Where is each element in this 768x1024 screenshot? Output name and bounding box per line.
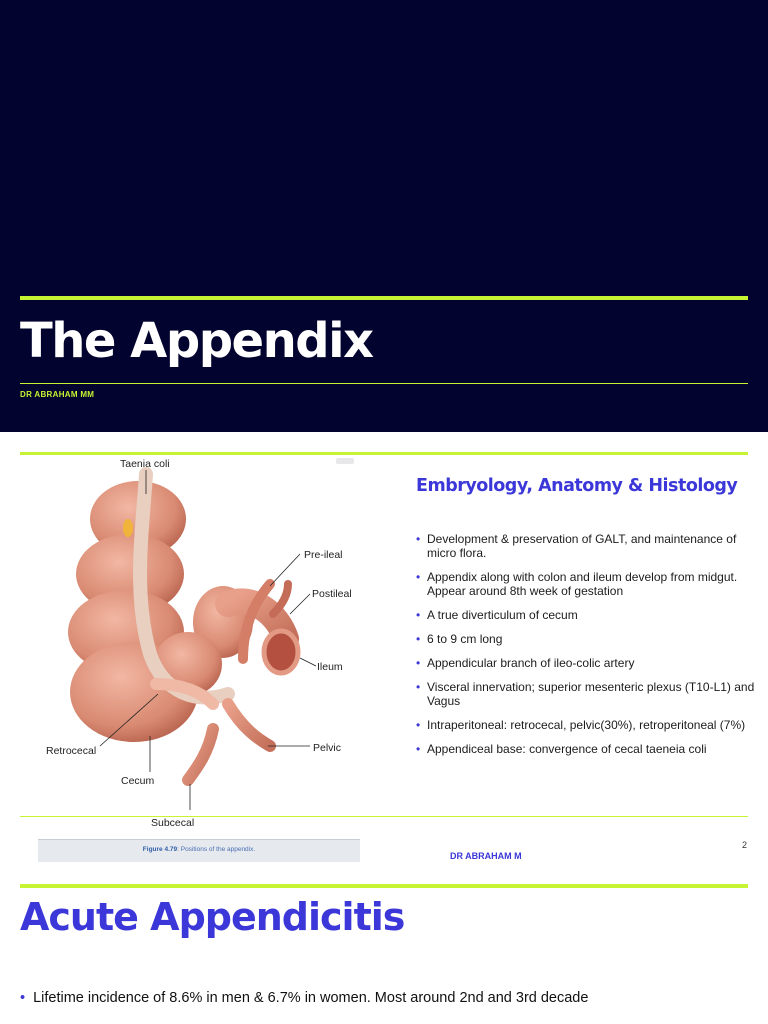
bullet-dot: • [416, 742, 421, 756]
label-ileum: Ileum [317, 661, 343, 673]
label-postileal: Postileal [312, 588, 352, 600]
bullet-dot: • [416, 532, 421, 546]
figure-caption [38, 846, 360, 853]
bullet-dot: • [416, 680, 421, 694]
list-item: • A true diverticulum of cecum [416, 608, 578, 622]
appendix-pelvic [228, 704, 270, 746]
label-taenia-coli: Taenia coli [120, 458, 170, 470]
label-pre-ileal: Pre-ileal [304, 549, 343, 561]
list-item: • Lifetime incidence of 8.6% in men & 6.7% in women. Most around 2nd and 3rd decade [20, 990, 589, 1006]
appendix-postileal [273, 584, 288, 614]
list-item: • Development & preservation of GALT, and maintenance of micro flora. [416, 532, 737, 560]
ileum-opening [264, 631, 298, 673]
presentation-title: The Appendix [20, 313, 373, 369]
slide2-bottom-rule [20, 816, 748, 817]
fat-appendage [123, 519, 133, 537]
title-slide [0, 0, 768, 432]
label-cecum: Cecum [121, 775, 155, 787]
anatomy-bullet-list [416, 532, 756, 766]
bullet-dot: • [416, 632, 421, 646]
figure-caption-box [38, 839, 360, 862]
title-bottom-rule [20, 383, 748, 384]
bullet-dot: • [416, 718, 421, 732]
slide2-author: DR ABRAHAM M [450, 851, 522, 861]
figure-caption-text: : Positions of the appendix. [177, 846, 256, 853]
list-item: • Appendix along with colon and ileum develop from midgut. Appear around 8th week of gestation [416, 570, 738, 598]
appendix-subcecal [188, 729, 213, 780]
appendix-positions-figure [38, 454, 360, 810]
title-author: DR ABRAHAM MM [20, 390, 95, 399]
page-number: 2 [742, 840, 748, 850]
bullet-dot: • [416, 656, 421, 670]
label-subcecal: Subcecal [151, 817, 195, 829]
figure-caption-ref: Figure 4.79 [142, 846, 178, 853]
section-heading: Embryology, Anatomy & Histology [416, 476, 738, 496]
label-retrocecal: Retrocecal [46, 745, 97, 757]
slide3-top-rule [20, 884, 748, 888]
list-item: • Intraperitoneal: retrocecal, pelvic(30%), retroperitoneal (7%) [416, 718, 746, 732]
list-item: • Appendicular branch of ileo-colic artery [416, 656, 635, 670]
title-top-rule [20, 296, 748, 300]
acute-appendicitis-title: Acute Appendicitis [20, 895, 405, 939]
label-pelvic: Pelvic [313, 742, 342, 754]
list-item: • Visceral innervation; superior mesenteric plexus (T10-L1) and Vagus [416, 680, 755, 708]
bullet-dot: • [20, 990, 26, 1006]
list-item: • Appendiceal base: convergence of cecal taeneia coli [416, 742, 707, 756]
bullet-dot: • [416, 570, 421, 584]
bullet-dot: • [416, 608, 421, 622]
figure-tag [336, 458, 354, 464]
list-item: • 6 to 9 cm long [416, 632, 503, 646]
